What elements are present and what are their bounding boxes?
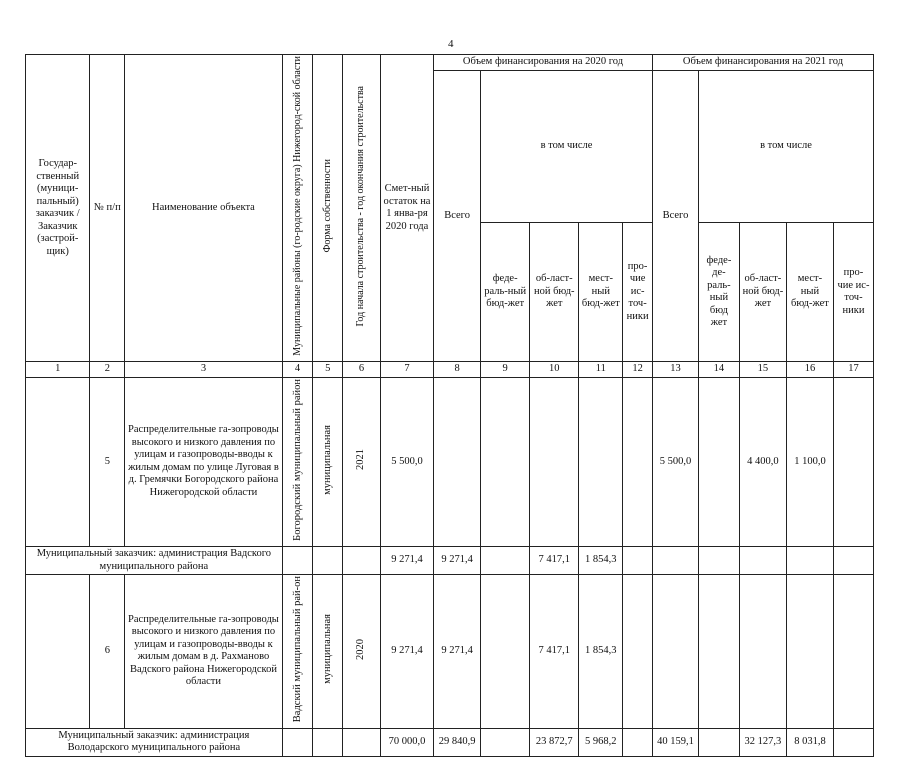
total-2021: 40 159,1 [652, 728, 698, 756]
col-num: 6 [343, 362, 381, 378]
header-object-name: Наименование объекта [125, 55, 283, 362]
col-num: 3 [125, 362, 283, 378]
regional-2020: 7 417,1 [530, 575, 579, 729]
header-regional-2020: об-ласт-ной бюд-жет [530, 223, 579, 362]
total-2021: 5 500,0 [652, 377, 698, 546]
header-total-2020: Всего [434, 71, 481, 362]
col-num: 8 [434, 362, 481, 378]
regional-2020: 7 417,1 [530, 547, 579, 575]
table-row [26, 377, 874, 546]
col-num: 13 [652, 362, 698, 378]
row-num: 5 [90, 377, 125, 546]
year: 2020 [343, 575, 381, 729]
regional-2021: 4 400,0 [739, 377, 786, 546]
subtotal-row [26, 728, 874, 756]
col-num: 15 [739, 362, 786, 378]
subtotal-row [26, 547, 874, 575]
header-local-2021: мест-ный бюд-жет [786, 223, 833, 362]
col-num: 1 [26, 362, 90, 378]
header-num: № п/п [90, 55, 125, 362]
col-num: 16 [786, 362, 833, 378]
header-federal-2020: феде-раль-ный бюд-жет [481, 223, 530, 362]
col-num: 14 [698, 362, 739, 378]
col-num: 5 [313, 362, 343, 378]
header-ownership: Форма собственности [313, 55, 343, 362]
header-fin-2021: Объем финансирования на 2021 год [652, 55, 873, 71]
local-2021: 8 031,8 [786, 728, 833, 756]
local-2021: 1 100,0 [786, 377, 833, 546]
customer-label: Муниципальный заказчик: администрация Володарского муниципального района [26, 728, 283, 756]
estimated-balance: 70 000,0 [380, 728, 433, 756]
col-num: 7 [380, 362, 433, 378]
header-other-2020: про-чие ис-точ-ники [623, 223, 653, 362]
header-including-2020: в том числе [481, 71, 653, 223]
ownership: муниципальная [313, 575, 343, 729]
local-2020: 1 854,3 [579, 547, 623, 575]
year: 2021 [343, 377, 381, 546]
col-num: 2 [90, 362, 125, 378]
local-2020: 1 854,3 [579, 575, 623, 729]
col-num: 4 [282, 362, 313, 378]
financing-table [25, 54, 874, 757]
ownership: муниципальная [313, 377, 343, 546]
col-num: 12 [623, 362, 653, 378]
page-number: 4 [448, 38, 454, 50]
header-regional-2021: об-ласт-ной бюд-жет [739, 223, 786, 362]
estimated-balance: 9 271,4 [380, 575, 433, 729]
col-num: 17 [833, 362, 873, 378]
district: Вадский муниципальный рай-он [282, 575, 313, 729]
object-name: Распределительные га-зопроводы высокого и низкого давления по улицам и газопроводы-вводы к жилым домам по улице Луговая в д. Гремячки Богородского района Нижегородской области [125, 377, 283, 546]
col-num: 10 [530, 362, 579, 378]
district: Богородский муниципальный район [282, 377, 313, 546]
table-row [26, 575, 874, 729]
header-other-2021: про-чие ис-точ-ники [833, 223, 873, 362]
header-local-2020: мест-ный бюд-жет [579, 223, 623, 362]
header-estimated-balance: Смет-ный остаток на 1 янва-ря 2020 года [380, 55, 433, 362]
local-2020: 5 968,2 [579, 728, 623, 756]
total-2020: 29 840,9 [434, 728, 481, 756]
regional-2021: 32 127,3 [739, 728, 786, 756]
total-2020: 9 271,4 [434, 547, 481, 575]
header-years: Год начала строительства - год окончания строительства [343, 55, 381, 362]
estimated-balance: 9 271,4 [380, 547, 433, 575]
header-customer: Государ-ственный (муници-пальный) заказчик / Заказчик (застрой-щик) [26, 55, 90, 362]
column-numbers-row [26, 362, 874, 378]
header-districts: Муниципальные районы (го-родские округа) Нижегород-ской области [282, 55, 313, 362]
object-name: Распределительные га-зопроводы высокого и низкого давления по улицам и газопроводы-вводы к жилым домам в д. Рахманово Вадского района Нижегородской области [125, 575, 283, 729]
total-2020: 9 271,4 [434, 575, 481, 729]
header-fin-2020: Объем финансирования на 2020 год [434, 55, 653, 71]
header-including-2021: в том числе [698, 71, 873, 223]
col-num: 9 [481, 362, 530, 378]
col-num: 11 [579, 362, 623, 378]
header-federal-2021: феде-де-раль-ный бюд жет [698, 223, 739, 362]
estimated-balance: 5 500,0 [380, 377, 433, 546]
regional-2020: 23 872,7 [530, 728, 579, 756]
header-total-2021: Всего [652, 71, 698, 362]
customer-label: Муниципальный заказчик: администрация Вадского муниципального района [26, 547, 283, 575]
row-num: 6 [90, 575, 125, 729]
